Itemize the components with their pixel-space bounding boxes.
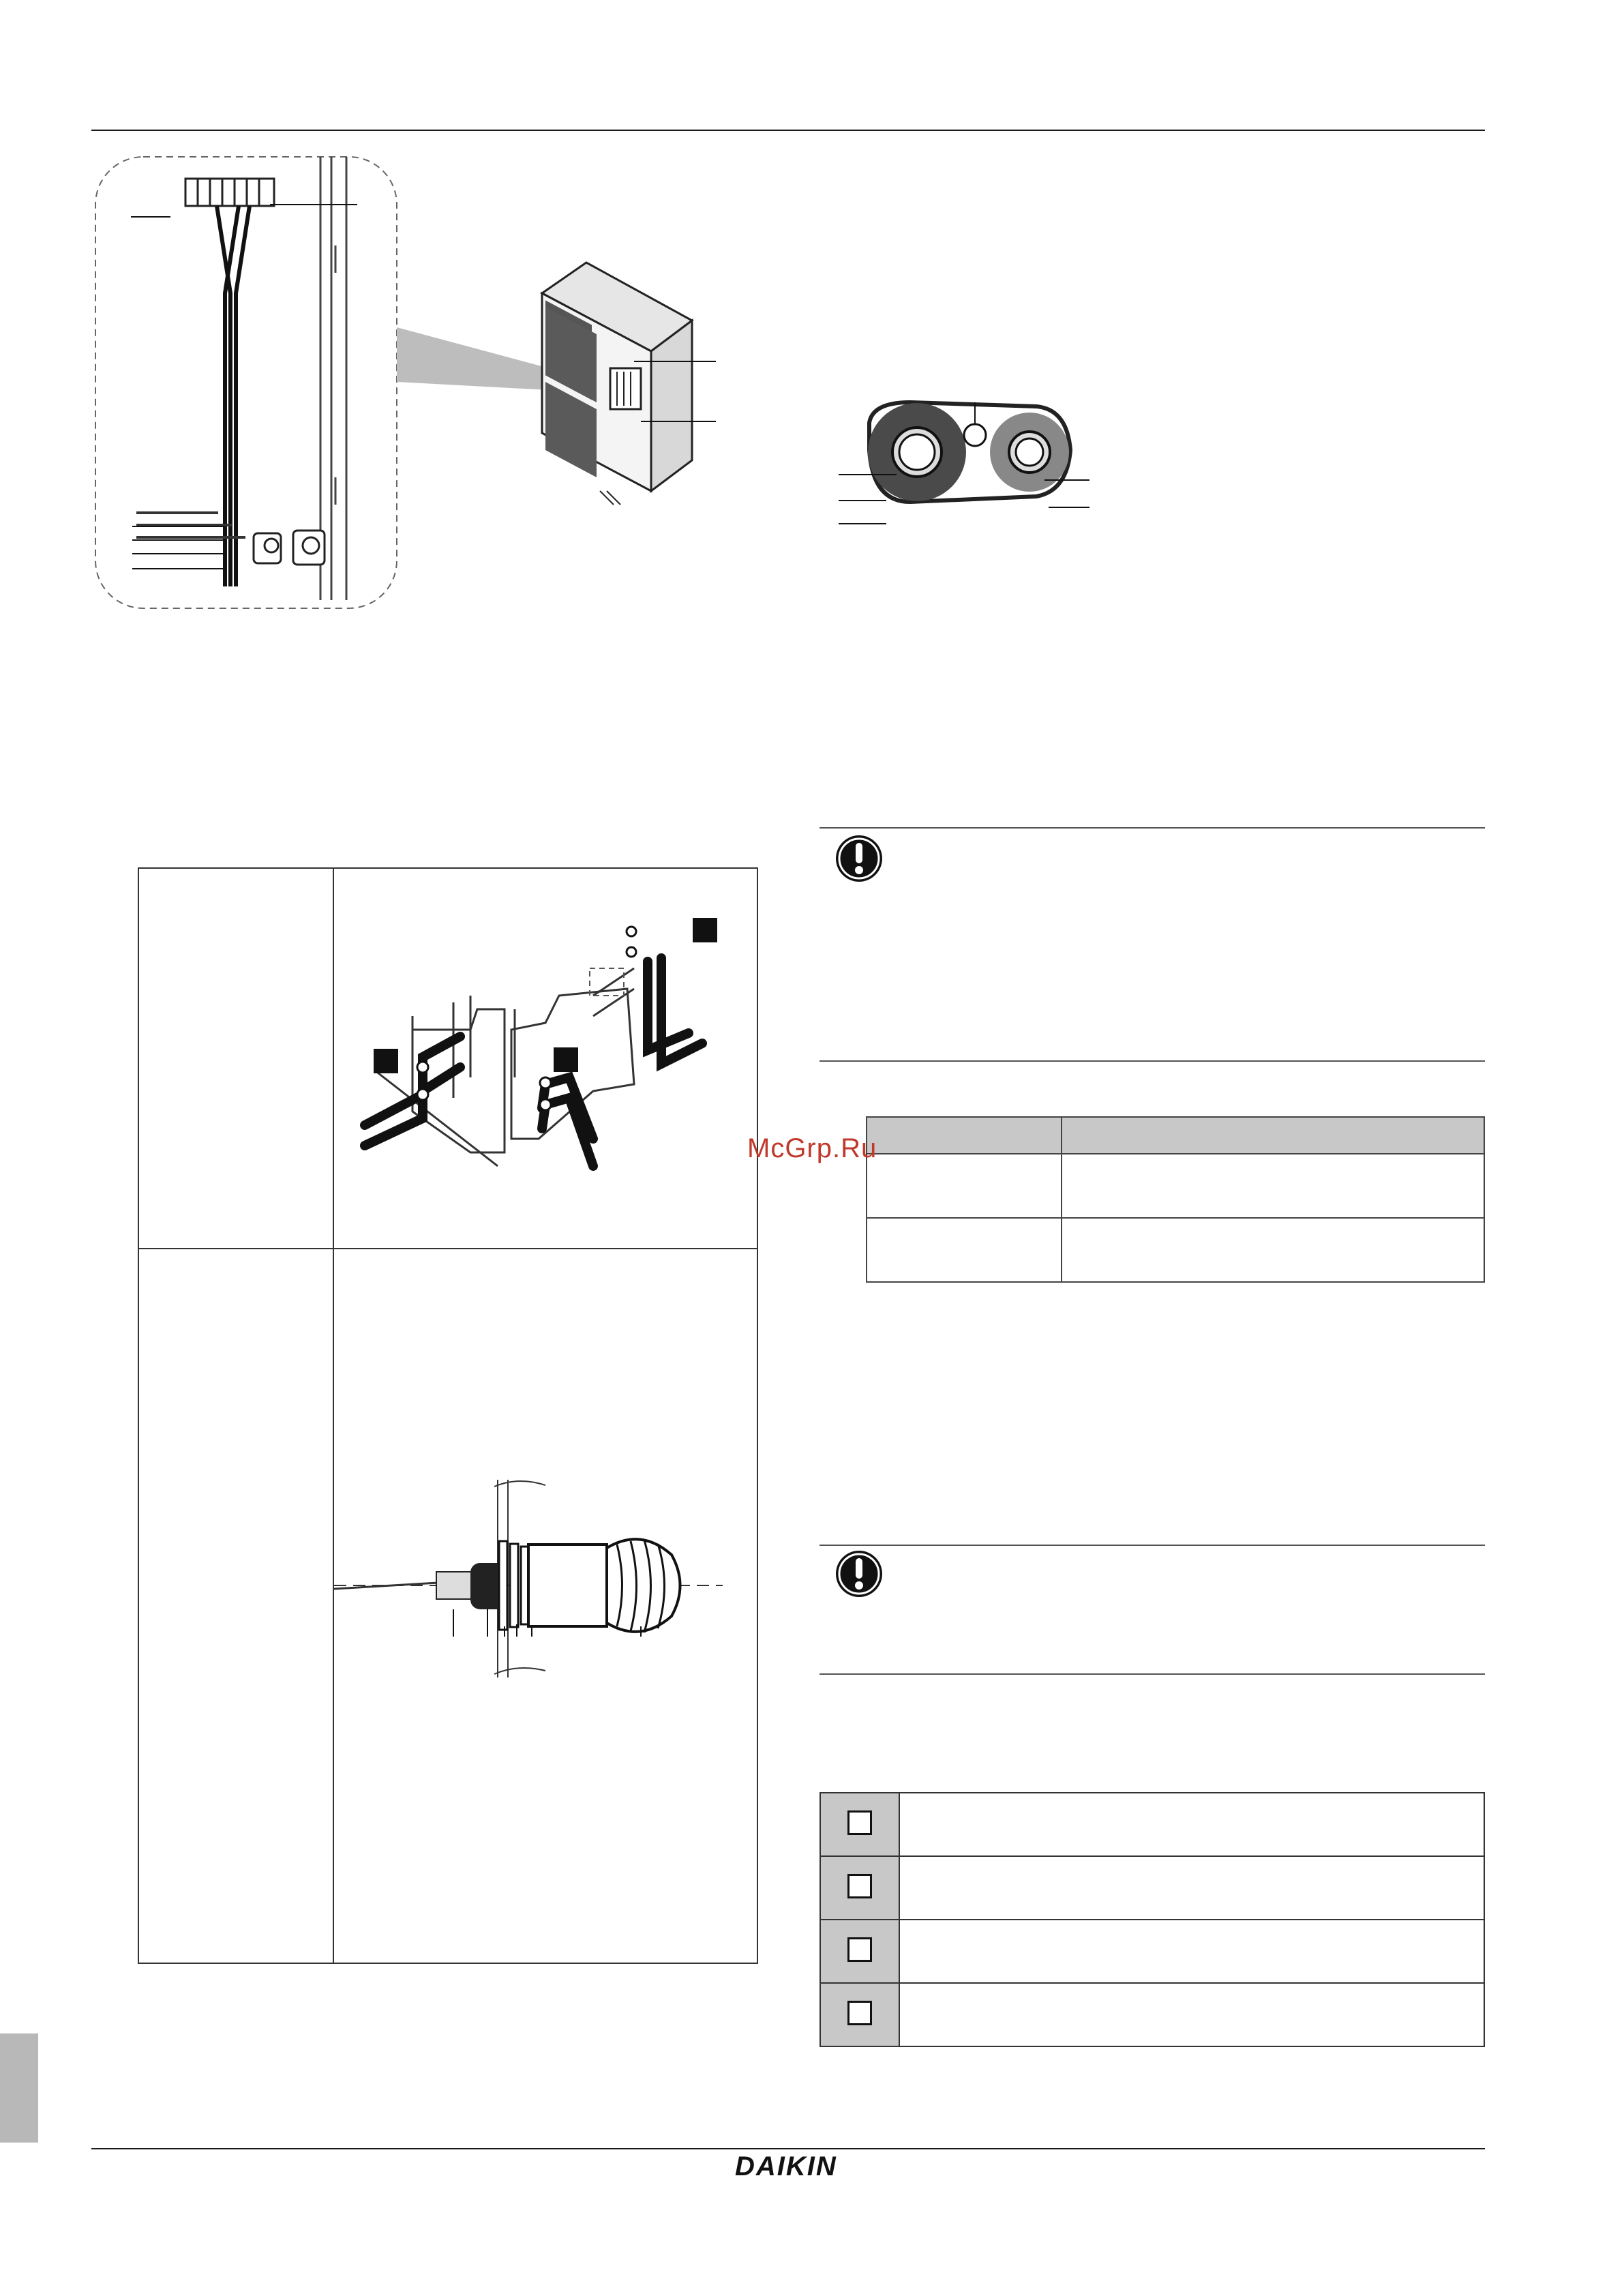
table-cell bbox=[1062, 1154, 1484, 1218]
table-row-divider bbox=[139, 1248, 757, 1249]
checkbox-cell bbox=[820, 1983, 899, 2046]
empty-checkbox-icon[interactable] bbox=[847, 2001, 872, 2025]
exclamation-icon bbox=[834, 1549, 884, 1599]
empty-checkbox-icon[interactable] bbox=[847, 1874, 872, 1898]
pipe-insulation-figure bbox=[832, 382, 1145, 539]
checklist-row bbox=[820, 1920, 1484, 1983]
checklist-row bbox=[820, 1983, 1484, 2046]
empty-checkbox-icon[interactable] bbox=[847, 1937, 872, 1962]
table-cell bbox=[1062, 1218, 1484, 1282]
chapter-tab bbox=[0, 2033, 38, 2143]
notice-top-rule-2 bbox=[819, 1545, 1485, 1546]
checklist-item-text bbox=[899, 1920, 1484, 1983]
wall-sleeve-figure bbox=[334, 1473, 743, 1691]
watermark: McGrp.Ru bbox=[747, 1133, 877, 1163]
checklist-table bbox=[819, 1792, 1485, 2047]
checklist-item-text bbox=[899, 1793, 1484, 1856]
table-cell bbox=[867, 1218, 1062, 1282]
checkbox-cell bbox=[820, 1856, 899, 1920]
notice-top-rule-1 bbox=[819, 827, 1485, 829]
checkbox-cell bbox=[820, 1920, 899, 1983]
table-header-row bbox=[867, 1117, 1484, 1154]
checklist-item-text bbox=[899, 1856, 1484, 1920]
table-header-cell bbox=[867, 1117, 1062, 1154]
specification-table bbox=[866, 1116, 1485, 1283]
checklist-row bbox=[820, 1856, 1484, 1920]
wiring-detail-figure bbox=[0, 0, 1624, 614]
footer-rule bbox=[91, 2148, 1485, 2149]
checklist-item-text bbox=[899, 1983, 1484, 2046]
checklist-row bbox=[820, 1793, 1484, 1856]
table-cell bbox=[867, 1154, 1062, 1218]
checkbox-cell bbox=[820, 1793, 899, 1856]
table-row bbox=[867, 1218, 1484, 1282]
table-row bbox=[867, 1154, 1484, 1218]
empty-checkbox-icon[interactable] bbox=[847, 1810, 872, 1835]
exclamation-icon bbox=[834, 833, 884, 884]
notice-bottom-rule-2 bbox=[819, 1673, 1485, 1675]
notice-bottom-rule-1 bbox=[819, 1060, 1485, 1062]
pipe-routing-figure bbox=[334, 893, 743, 1180]
table-header-cell bbox=[1062, 1117, 1484, 1154]
brand-logo: DAIKIN bbox=[735, 2151, 837, 2181]
